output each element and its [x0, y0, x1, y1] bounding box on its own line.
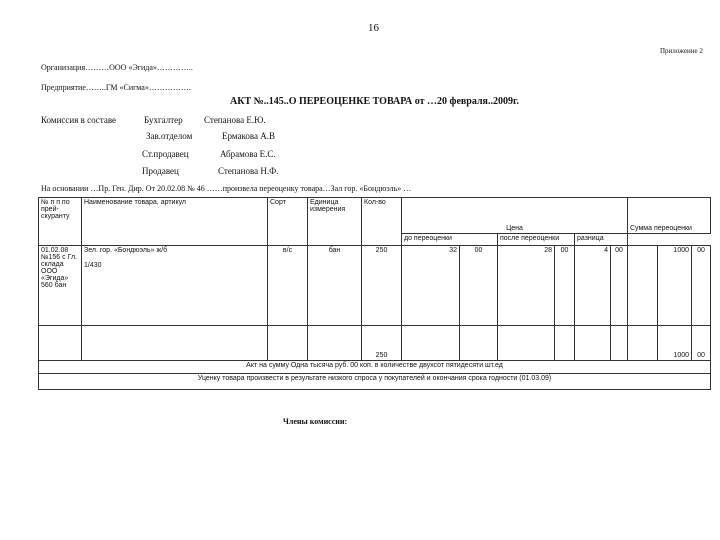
- cell-empty: [628, 326, 658, 361]
- cell-name: [82, 246, 268, 326]
- cell-empty: [82, 326, 268, 361]
- cell-empty: [611, 326, 628, 361]
- commission-name: Абрамова Е.С.: [220, 149, 276, 159]
- header-qty: Кол-во: [362, 198, 402, 246]
- commission-name: Степанова Е.Ю.: [204, 115, 266, 125]
- cell-qty: 250: [362, 246, 402, 326]
- total-qty: 250: [362, 326, 402, 361]
- reason-row: [39, 374, 711, 390]
- document-title: АКТ №..145..О ПЕРЕОЦЕНКЕ ТОВАРА от …20 февраля..2009г.: [230, 96, 519, 107]
- header-after: после переоценки: [498, 234, 575, 246]
- commission-role: Зав.отделом: [146, 131, 193, 141]
- table-row: [39, 246, 711, 326]
- amount-row: [39, 361, 711, 374]
- totals-row: [39, 326, 711, 361]
- commission-name: Ермакова А.В: [222, 131, 276, 141]
- item-article: 1/430: [84, 262, 102, 269]
- cell-empty: [308, 326, 362, 361]
- header-diff: разница: [575, 234, 628, 246]
- commission-role: Ст.продавец: [142, 149, 189, 159]
- cell-sum-rub: 1000: [658, 246, 692, 326]
- commission-role: Бухгалтер: [144, 115, 183, 125]
- cell-empty: [575, 326, 611, 361]
- cell-before-kop: 00: [460, 246, 498, 326]
- enterprise-line: Предприятие……..ГМ «Сигма»…………….: [41, 83, 191, 92]
- cell-num: 01.02.08 №156 с Гл. склада ООО «Эгида» 560 бан: [39, 246, 82, 326]
- cell-empty: [628, 246, 658, 326]
- total-sum-kop: 00: [692, 326, 711, 361]
- cell-empty: [268, 326, 308, 361]
- revaluation-table: [38, 197, 711, 390]
- commission-role: Продавец: [142, 166, 179, 176]
- reason-text: Уценку товара произвести в результате низкого спроса у покупателей и окончания срока годности (01.03.09): [39, 374, 711, 390]
- cell-empty: [460, 326, 498, 361]
- appendix-label: Приложение 2: [660, 47, 703, 55]
- cell-empty: [555, 326, 575, 361]
- cell-diff-rub: 4: [575, 246, 611, 326]
- cell-sum-kop: 00: [692, 246, 711, 326]
- cell-before-rub: 32: [402, 246, 460, 326]
- header-num: № п п по прей-скуранту: [39, 198, 82, 246]
- cell-after-kop: 00: [555, 246, 575, 326]
- header-row: [39, 198, 711, 234]
- cell-after-rub: 28: [498, 246, 555, 326]
- header-sum: Сумма переоценки: [628, 198, 711, 234]
- commission-label: Комиссия в составе: [41, 115, 117, 125]
- commission-members-label: Члены комиссии:: [283, 417, 348, 426]
- organization-line: Организация………ООО «Эгида»…………..: [41, 63, 193, 72]
- cell-diff-kop: 00: [611, 246, 628, 326]
- cell-empty: [498, 326, 555, 361]
- commission-name: Степанова Н.Ф.: [218, 166, 279, 176]
- basis-line: На основании …Пр. Ген. Дир. От 20.02.08 № 46 ……произвела переоценку товара…Зал гор. «Бондюэль» …: [41, 184, 412, 193]
- cell-unit: бан: [308, 246, 362, 326]
- total-sum-rub: 1000: [658, 326, 692, 361]
- cell-empty: [402, 326, 460, 361]
- item-name: Зел. гор. «Бондюэль» ж/б: [84, 247, 168, 254]
- header-sort: Сорт: [268, 198, 308, 246]
- header-before: до переоценки: [402, 234, 498, 246]
- header-price: Цена: [402, 198, 628, 234]
- page-number: 16: [368, 22, 379, 34]
- amount-text: Акт на сумму Одна тысяча руб. 00 коп. в количестве двухсот пятидесяти шт.ед: [39, 361, 711, 374]
- header-unit: Единица измерения: [308, 198, 362, 246]
- header-name: Наименование товара, артикул: [82, 198, 268, 246]
- cell-sort: в/с: [268, 246, 308, 326]
- cell-empty: [39, 326, 82, 361]
